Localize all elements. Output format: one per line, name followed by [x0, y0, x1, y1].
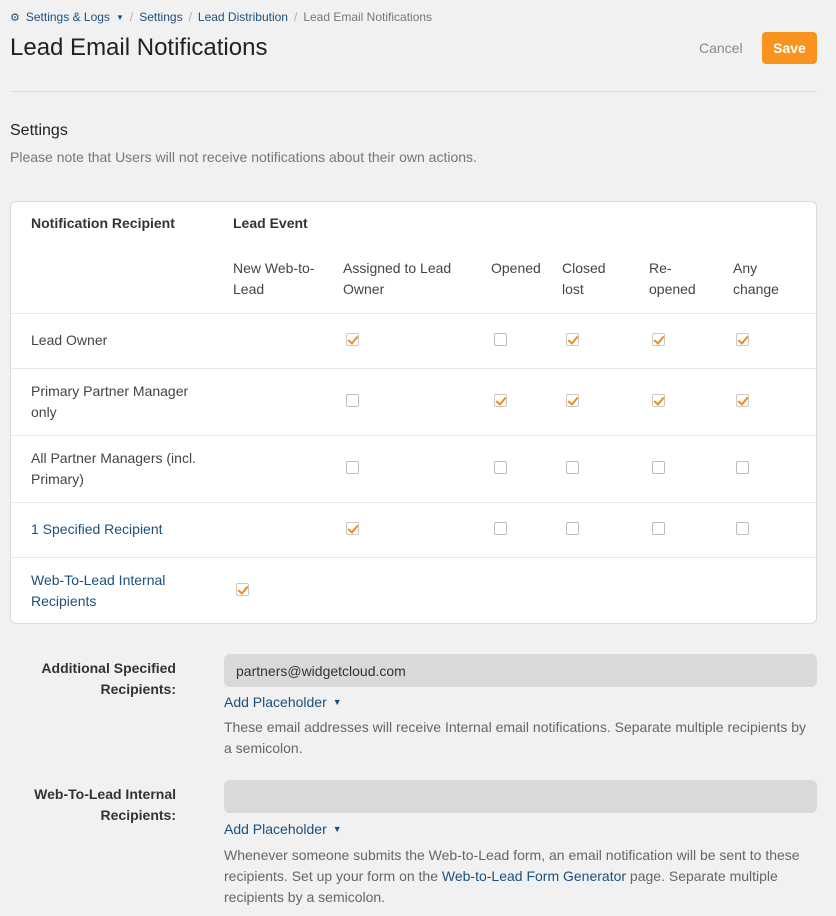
breadcrumb-separator: /	[188, 10, 192, 24]
caret-down-icon[interactable]: ▼	[115, 12, 124, 22]
breadcrumb-lead-distribution[interactable]: Lead Distribution	[197, 10, 288, 24]
breadcrumb-separator: /	[293, 10, 298, 24]
help-line: a semicolon.	[224, 740, 303, 756]
settings-note: Please note that Users will not receive notifications about their own actions.	[10, 149, 477, 165]
additional-recipients-input[interactable]	[224, 654, 817, 687]
col-header-line: Assigned to Lead	[343, 260, 452, 276]
checkbox-specified-closed-lost[interactable]	[566, 522, 579, 535]
col-header-line: opened	[649, 281, 696, 297]
additional-recipients-help	[224, 717, 816, 759]
breadcrumb-separator: /	[129, 10, 134, 24]
checkbox-specified-opened[interactable]	[494, 522, 507, 535]
checkbox-all-pm-opened[interactable]	[494, 461, 507, 474]
breadcrumb-settings-logs[interactable]: Settings & Logs	[25, 10, 110, 24]
checkbox-lead-owner-any-change[interactable]	[736, 333, 749, 346]
row-label-line: Recipients	[31, 593, 97, 609]
col-header-any-change	[733, 258, 779, 300]
row-label-primary-partner-manager	[31, 381, 188, 423]
help-line	[224, 866, 816, 887]
row-divider	[11, 313, 816, 314]
caret-down-icon: ▼	[332, 697, 342, 707]
col-header-line: Opened	[491, 260, 541, 276]
checkbox-all-pm-any-change[interactable]	[736, 461, 749, 474]
col-header-line: New Web-to-	[233, 260, 315, 276]
checkbox-primary-pm-closed-lost[interactable]	[566, 394, 579, 407]
add-placeholder-label: Add Placeholder	[224, 694, 327, 710]
row-divider	[11, 502, 816, 503]
label-line: Additional Specified	[41, 660, 176, 676]
checkbox-all-pm-assigned[interactable]	[346, 461, 359, 474]
row-divider	[11, 368, 816, 369]
checkbox-primary-pm-assigned[interactable]	[346, 394, 359, 407]
label-line: Recipients:	[100, 681, 176, 697]
recipient-header: Notification Recipient	[31, 215, 175, 231]
web-to-lead-form-generator-link[interactable]: Web-to-Lead Form Generator	[441, 868, 627, 884]
checkbox-primary-pm-any-change[interactable]	[736, 394, 749, 407]
col-header-line: change	[733, 281, 779, 297]
checkbox-all-pm-reopened[interactable]	[652, 461, 665, 474]
col-header-new-web-to-lead	[233, 258, 314, 300]
event-header: Lead Event	[233, 215, 308, 231]
cancel-button[interactable]: Cancel	[699, 40, 743, 56]
checkbox-lead-owner-closed-lost[interactable]	[566, 333, 579, 346]
caret-down-icon: ▼	[332, 824, 342, 834]
help-text-segment: recipients. Set up your form on the	[224, 868, 442, 884]
label-line: Recipients:	[100, 807, 176, 823]
gear-icon: ⚙	[10, 11, 20, 24]
checkbox-specified-assigned[interactable]	[346, 522, 359, 535]
additional-recipients-label	[0, 658, 176, 700]
add-placeholder-label: Add Placeholder	[224, 821, 327, 837]
checkbox-lead-owner-reopened[interactable]	[652, 333, 665, 346]
divider	[10, 91, 817, 92]
col-header-opened	[491, 258, 541, 279]
row-link-web-to-lead-recipients[interactable]	[31, 570, 165, 612]
add-placeholder-dropdown[interactable]	[224, 821, 342, 837]
breadcrumb	[10, 10, 432, 24]
checkbox-lead-owner-opened[interactable]	[494, 333, 507, 346]
web-to-lead-help	[224, 845, 816, 908]
col-header-line: Owner	[343, 281, 385, 297]
web-to-lead-recipients-input[interactable]	[224, 780, 817, 813]
label-line: Web-To-Lead Internal	[34, 786, 176, 802]
row-label-line: Primary)	[31, 471, 84, 487]
save-button[interactable]: Save	[762, 32, 817, 64]
row-label-line: Primary Partner Manager	[31, 383, 189, 399]
help-line: These email addresses will receive Internal email notifications. Separate multiple recipients by	[224, 719, 807, 735]
row-label-line: only	[31, 404, 57, 420]
help-line: recipients by a semicolon.	[224, 889, 386, 905]
col-header-line: Any	[733, 260, 758, 276]
row-label-line: Web-To-Lead Internal	[31, 572, 166, 588]
row-divider	[11, 557, 816, 558]
col-header-line: Lead	[233, 281, 265, 297]
col-header-line: Re-	[649, 260, 672, 276]
row-label-lead-owner: Lead Owner	[31, 332, 108, 348]
page-title: Lead Email Notifications	[10, 34, 268, 61]
notification-table	[10, 201, 817, 624]
col-header-line: lost	[562, 281, 584, 297]
checkbox-all-pm-closed-lost[interactable]	[566, 461, 579, 474]
row-link-specified-recipient[interactable]: 1 Specified Recipient	[31, 521, 163, 537]
checkbox-lead-owner-assigned[interactable]	[346, 333, 359, 346]
checkbox-web-to-lead-new[interactable]	[236, 583, 249, 596]
settings-section-title: Settings	[10, 122, 68, 139]
row-divider	[11, 435, 816, 436]
col-header-reopened	[649, 258, 696, 300]
breadcrumb-settings[interactable]: Settings	[139, 10, 183, 24]
help-text-segment: page. Separate multiple	[626, 868, 778, 884]
breadcrumb-current: Lead Email Notifications	[303, 10, 433, 24]
checkbox-specified-reopened[interactable]	[652, 522, 665, 535]
checkbox-primary-pm-opened[interactable]	[494, 394, 507, 407]
help-line: Whenever someone submits the Web-to-Lead form, an email notification will be sent to these	[224, 847, 800, 863]
row-label-all-partner-managers	[31, 448, 196, 490]
checkbox-primary-pm-reopened[interactable]	[652, 394, 665, 407]
col-header-assigned	[343, 258, 451, 300]
checkbox-specified-any-change[interactable]	[736, 522, 749, 535]
row-label-line: All Partner Managers (incl.	[31, 450, 196, 466]
add-placeholder-dropdown[interactable]	[224, 694, 342, 710]
col-header-closed-lost	[562, 258, 606, 300]
col-header-line: Closed	[562, 260, 606, 276]
web-to-lead-recipients-label	[0, 784, 176, 826]
